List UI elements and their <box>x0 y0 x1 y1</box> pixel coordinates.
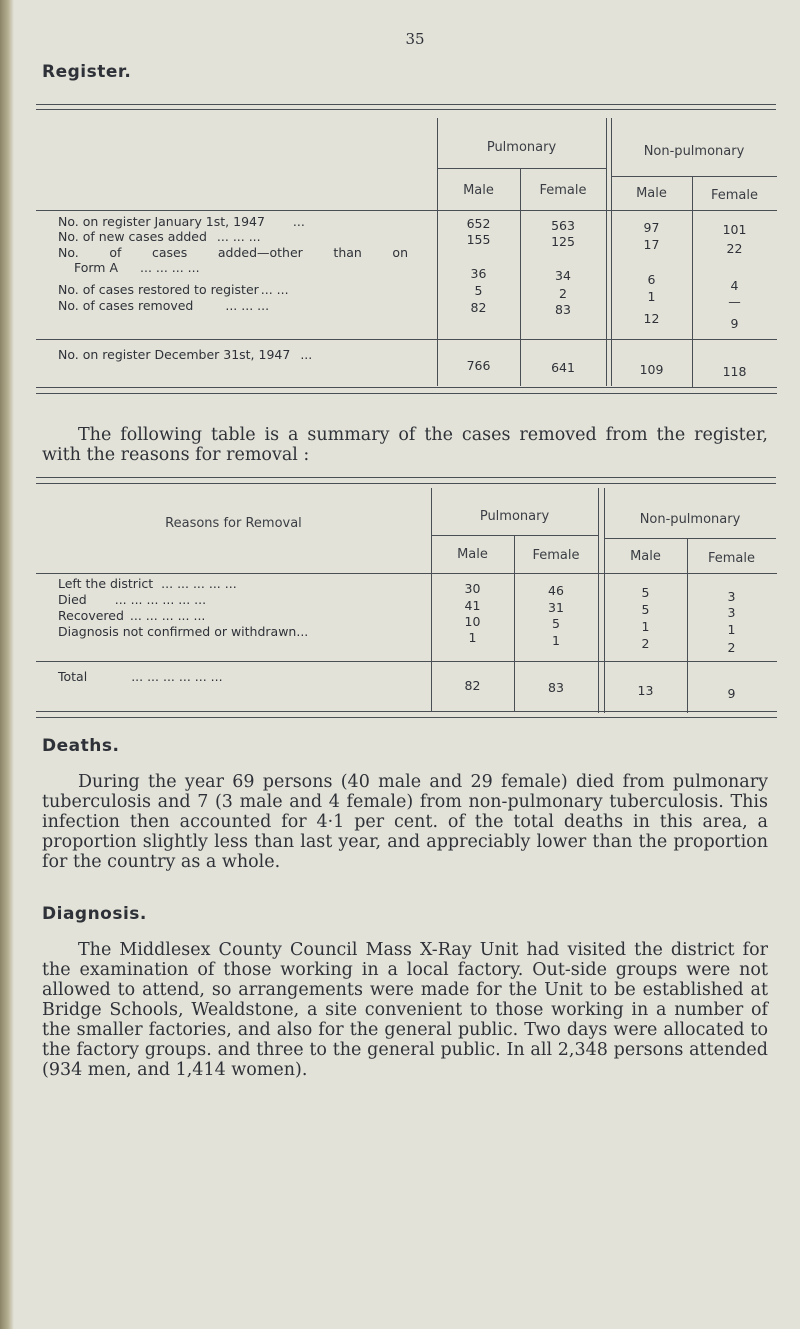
non-pulmonary-male-value: 109 <box>639 362 664 377</box>
non-pulmonary-male-value: 1 <box>641 619 650 634</box>
male-header: Male <box>636 186 667 201</box>
table2-group-underline <box>431 535 598 536</box>
table1-total-rule <box>36 339 777 340</box>
table2-bottom-rule <box>36 711 777 712</box>
non-pulmonary-female-value: 118 <box>722 364 747 379</box>
table1-divider <box>606 118 607 386</box>
female-header: Female <box>707 551 755 566</box>
non-pulmonary-male-value: 17 <box>643 237 660 252</box>
non-pulmonary-male-value: 2 <box>641 636 650 651</box>
row-label: No. of new cases added ... ... ... <box>58 229 261 244</box>
non-pulmonary-female-value: 1 <box>727 622 736 637</box>
non-pulmonary-male-value: 5 <box>641 602 650 617</box>
non-pulmonary-header: Non-pulmonary <box>643 144 745 159</box>
row-label: Diagnosis not confirmed or withdrawn... <box>58 624 309 639</box>
table1-bottom-rule <box>36 387 777 388</box>
non-pulmonary-female-value: 3 <box>727 589 736 604</box>
table2-total-rule <box>36 661 777 662</box>
row-label: No. of cases removed ... ... ... <box>58 298 270 313</box>
non-pulmonary-female-value: 3 <box>727 605 736 620</box>
row-label: Recovered ... ... ... ... ... <box>58 608 206 623</box>
pulmonary-male-value: 82 <box>470 300 487 315</box>
deaths-heading: Deaths. <box>42 736 120 756</box>
pulmonary-female-value: 31 <box>548 600 564 615</box>
non-pulmonary-female-value: — <box>728 294 741 309</box>
page-number: 35 <box>405 30 425 48</box>
row-label: No. on register December 31st, 1947 ... <box>58 347 313 362</box>
pulmonary-male-value: 30 <box>464 581 481 596</box>
pulmonary-female-value: 563 <box>551 218 575 233</box>
female-header: Female <box>710 188 758 203</box>
pulmonary-male-value: 82 <box>464 678 481 693</box>
pulmonary-male-value: 10 <box>464 614 481 629</box>
male-header: Male <box>463 183 494 198</box>
register-heading: Register. <box>42 62 132 82</box>
table1-divider <box>437 118 438 386</box>
pulmonary-header: Pulmonary <box>479 509 550 524</box>
table2-top-rule-2 <box>36 483 776 484</box>
row-label: No. of cases restored to register ... ... <box>58 282 289 297</box>
table1-group-underline <box>611 176 777 177</box>
non-pulmonary-male-value: 12 <box>643 311 660 326</box>
non-pulmonary-header: Non-pulmonary <box>639 512 741 527</box>
pulmonary-female-value: 83 <box>555 302 571 317</box>
table1-group-underline <box>437 168 606 169</box>
pulmonary-male-value: 36 <box>470 266 487 281</box>
non-pulmonary-male-value: 97 <box>643 220 660 235</box>
pulmonary-male-value: 155 <box>466 232 491 247</box>
pulmonary-female-value: 83 <box>548 680 564 695</box>
non-pulmonary-female-value: 9 <box>727 686 736 701</box>
reasons-header: Reasons for Removal <box>165 516 302 531</box>
non-pulmonary-female-value: 2 <box>727 640 736 655</box>
pulmonary-female-value: 641 <box>551 360 575 375</box>
non-pulmonary-female-value: 9 <box>730 316 739 331</box>
non-pulmonary-male-value: 1 <box>647 289 656 304</box>
pulmonary-male-value: 766 <box>466 358 491 373</box>
table2-header-rule <box>36 573 777 574</box>
summary-intro-paragraph: The following table is a summary of the cases removed from the register, with the reasons for removal : <box>42 425 768 465</box>
non-pulmonary-male-value: 5 <box>641 585 650 600</box>
pulmonary-male-value: 5 <box>474 283 483 298</box>
row-label: Left the district ... ... ... ... ... <box>58 576 237 591</box>
pulmonary-male-value: 652 <box>466 216 491 231</box>
row-label: No. of cases added—other than on Form A ... ... ... ... <box>58 245 408 275</box>
table2-divider <box>598 488 599 713</box>
non-pulmonary-male-value: 13 <box>637 683 654 698</box>
pulmonary-female-value: 125 <box>551 234 575 249</box>
pulmonary-female-value: 2 <box>559 286 567 301</box>
table1-top-rule-2 <box>36 109 776 110</box>
table2-group-underline <box>604 538 776 539</box>
table2-bottom-rule-2 <box>36 717 777 718</box>
row-label: Total ... ... ... ... ... ... <box>58 669 223 684</box>
female-header: Female <box>539 183 587 198</box>
pulmonary-male-value: 1 <box>468 630 477 645</box>
female-header: Female <box>532 548 580 563</box>
page-binding-edge <box>0 0 14 1329</box>
non-pulmonary-female-value: 101 <box>722 222 747 237</box>
diagnosis-heading: Diagnosis. <box>42 904 147 924</box>
male-header: Male <box>630 549 661 564</box>
pulmonary-male-value: 41 <box>464 598 481 613</box>
pulmonary-female-value: 46 <box>548 583 564 598</box>
pulmonary-female-value: 1 <box>552 633 560 648</box>
table1-header-rule <box>36 210 777 211</box>
table2-top-rule <box>36 477 776 478</box>
row-label: Died ... ... ... ... ... ... <box>58 592 207 607</box>
table1-bottom-rule-2 <box>36 393 777 394</box>
pulmonary-female-value: 5 <box>552 616 560 631</box>
male-header: Male <box>457 547 488 562</box>
deaths-paragraph: During the year 69 persons (40 male and 29 female) died from pulmonary tuberculosis and 7 (3 male and 4 female) from non-pulmonary tuberculosis. This infection then accounted for 4·1 per cent. of the total deaths in this area, a proportion slightly less than last year, and appreciably lower than the proportion for the country as a whole. <box>42 772 768 872</box>
row-label: No. on register January 1st, 1947 ... <box>58 214 305 229</box>
pulmonary-female-value: 34 <box>555 268 571 283</box>
non-pulmonary-female-value: 22 <box>726 241 743 256</box>
diagnosis-paragraph: The Middlesex County Council Mass X-Ray Unit had visited the district for the examination of those working in a local factory. Out-side groups were not allowed to attend, so arrangements were made for the Unit to be established at Bridge Schools, Wealdstone, a site convenient to those working in a number of the smaller factories, and also for the general public. Two days were allocated to the factory groups. and three to the general public. In all 2,348 persons attended (934 men, and 1,414 women). <box>42 940 768 1080</box>
non-pulmonary-male-value: 6 <box>647 272 656 287</box>
table1-top-rule <box>36 104 776 105</box>
non-pulmonary-female-value: 4 <box>730 278 739 293</box>
pulmonary-header: Pulmonary <box>486 140 557 155</box>
